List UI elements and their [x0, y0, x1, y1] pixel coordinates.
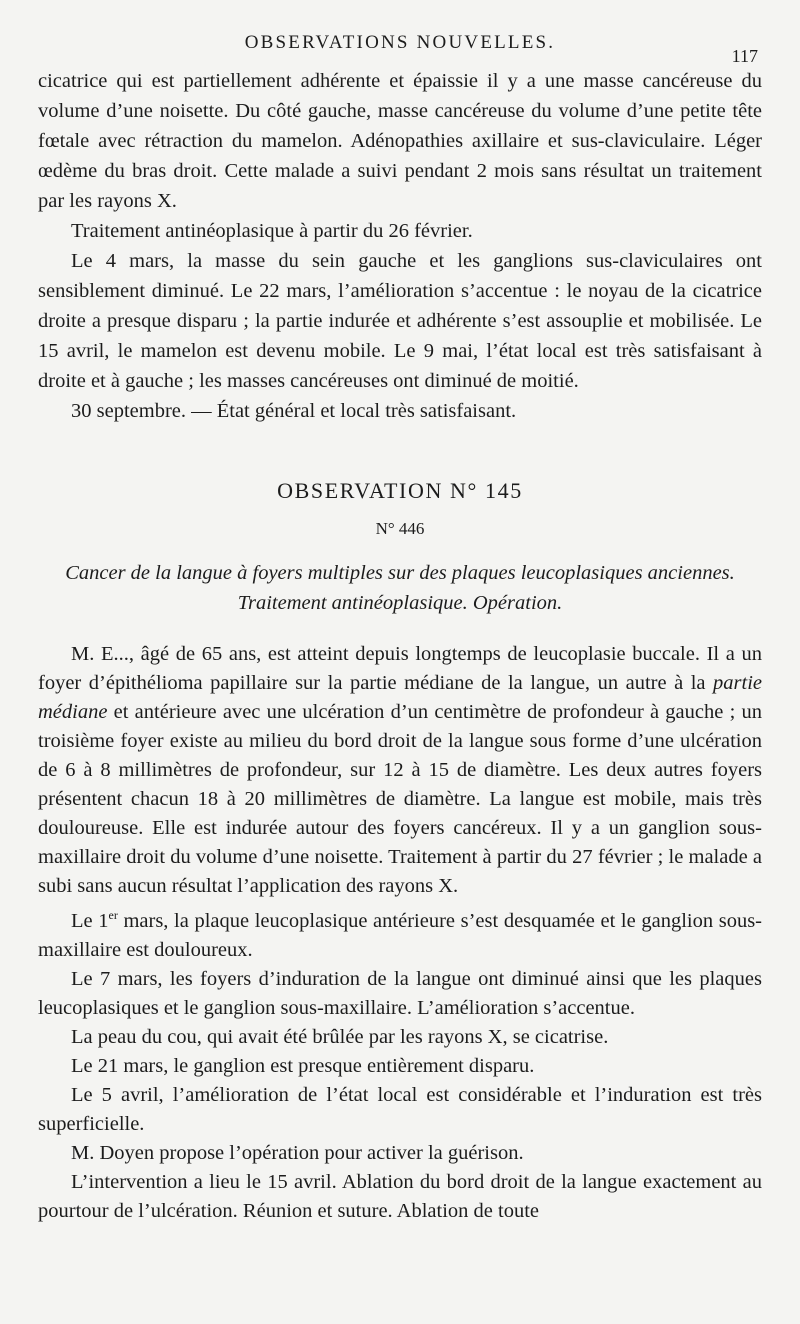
paragraph: M. Doyen propose l’opération pour activer la guérison.: [71, 1141, 524, 1164]
paragraph: La peau du cou, qui avait été brûlée par les rayons X, se cicatrise.: [71, 1025, 609, 1048]
paragraph: Le 7 mars, les foyers d’induration de la langue ont diminué ainsi que les plaques leucoplasiques et le ganglion sous-maxillaire. L’amélioration s’accentue.: [38, 967, 762, 1019]
paragraph: Le 21 mars, le ganglion est presque entièrement disparu.: [71, 1054, 535, 1077]
italic-text-run: partie médiane: [38, 672, 762, 723]
page-number: 117: [731, 46, 758, 66]
paragraph: [38, 901, 762, 965]
case-title-line: Cancer de la langue à foyers multiples sur des plaques leucoplasiques anciennes.: [65, 562, 735, 584]
paragraph: cicatrice qui est partiellement adhérente et épaissie il y a une masse cancéreuse du volume d’une noisette. Du côté gauche, masse cancéreuse du volume d’une petite tête fœtale avec rétraction du mamelon. Adénopathies axillaire et sus-claviculaire. Léger œdème du bras droit. Cette malade a suivi pendant 2 mois sans résultat un traitement par les rayons X.: [38, 70, 762, 212]
case-title: [38, 558, 762, 618]
observation-heading: OBSERVATION N° 145: [277, 478, 523, 503]
previous-case-continuation: [38, 66, 762, 426]
paragraph: L’intervention a lieu le 15 avril. Ablation du bord droit de la langue exactement au pourtour de l’ulcération. Réunion et suture. Ablation de toute: [38, 1170, 762, 1222]
text-run: et antérieure avec une ulcération d’un centimètre de profondeur à gauche ; un troisième foyer existe au milieu du bord droit de la langue sous forme d’une ulcération de 6 à 8 millimètres de profondeur, sur 12 à 15 de diamètre. Les deux autres foyers présentent chacun 18 à 20 millimètres de diamètre. La langue est mobile, mais très douloureuse. Elle est indurée autour des foyers cancéreux. Il y a un ganglion sous-maxillaire droit du volume d’une noisette. Traitement à partir du 27 février ; le malade a subi sans aucun résultat l’application des rayons X.: [38, 701, 762, 897]
paragraph: Le 4 mars, la masse du sein gauche et les ganglions sus-claviculaires ont sensiblement diminué. Le 22 mars, l’amélioration s’accentue : le noyau de la cicatrice droite a presque disparu ; la partie indurée et adhérente s’est assouplie et mobilisée. Le 15 avril, le mamelon est devenu mobile. Le 9 mai, l’état local est très satisfaisant à droite et à gauche ; les masses cancéreuses ont diminué de moitié.: [38, 250, 762, 392]
case-body: [38, 640, 762, 1226]
superscript: er: [108, 908, 118, 922]
running-title: OBSERVATIONS NOUVELLES.: [244, 32, 556, 53]
text-run: M. E..., âgé de 65 ans, est atteint depuis longtemps de leucoplasie buccale. Il a un foyer d’épithélioma papillaire sur la partie médiane de la langue, un autre à la: [38, 643, 762, 694]
observation-number: N° 446: [375, 519, 425, 538]
paragraph: Traitement antinéoplasique à partir du 26 février.: [71, 220, 473, 242]
paragraph: [38, 640, 762, 901]
case-title-line: Traitement antinéoplasique. Opération.: [237, 592, 563, 614]
text-run: mars, la plaque leucoplasique antérieure s’est desquamée et le ganglion sous-maxillaire est douloureux.: [38, 909, 762, 961]
paragraph: 30 septembre. — État général et local très satisfaisant.: [71, 400, 517, 422]
paragraph: Le 5 avril, l’amélioration de l’état local est considérable et l’induration est très superficielle.: [38, 1083, 762, 1135]
text-run: Le 1: [71, 909, 109, 932]
running-header: [38, 26, 762, 66]
